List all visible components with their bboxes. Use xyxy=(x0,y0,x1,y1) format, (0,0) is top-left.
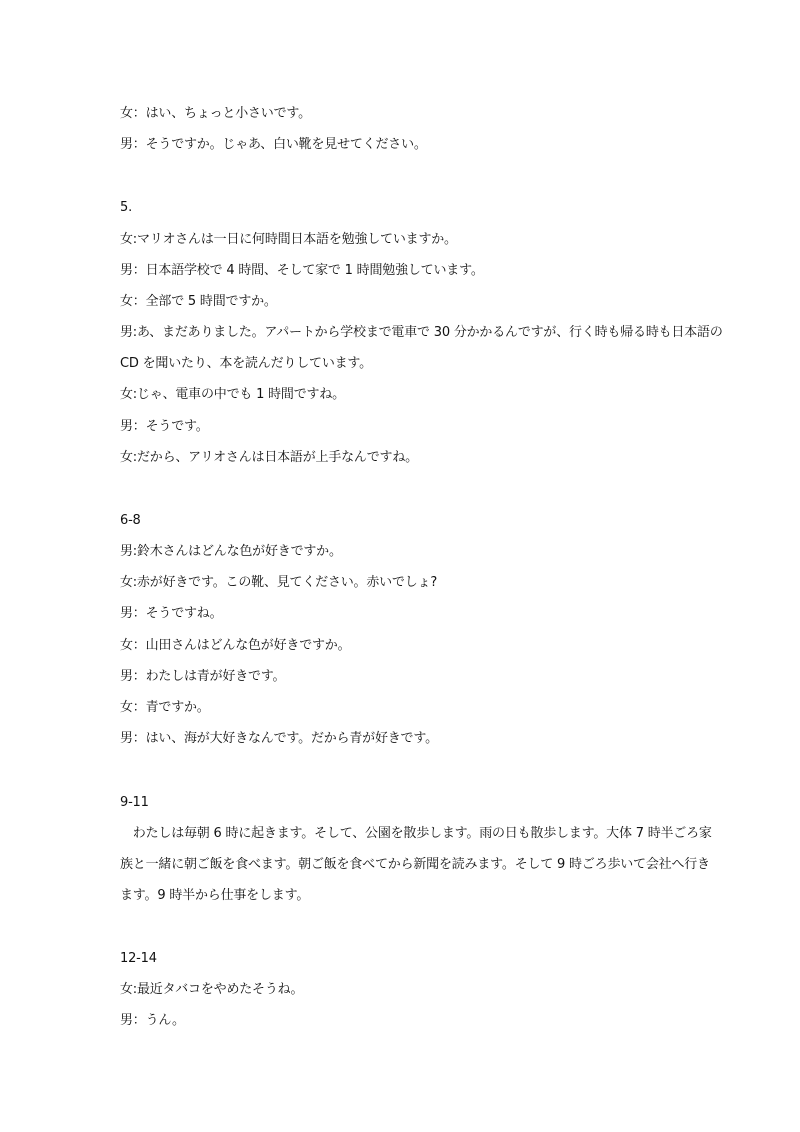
dialogue-line: 女:じゃ、電車の中でも 1 時間ですね。 xyxy=(120,387,345,402)
dialogue-line: 男：そうですね。 xyxy=(120,606,223,621)
dialogue-line: 男：うん。 xyxy=(120,1013,185,1028)
dialogue-line: 女：全部で 5 時間ですか。 xyxy=(120,294,277,309)
dialogue-line: 女:最近タバコをやめたそうね。 xyxy=(120,982,304,997)
paragraph-line: わたしは毎朝 6 時に起きます。そして、公園を散歩します。雨の日も散歩します。大体 7 時半ごろ家 xyxy=(120,826,712,841)
dialogue-line: CD を聞いたり、本を読んだりしています。 xyxy=(120,356,372,371)
paragraph-line: 族と一緒に朝ご飯を食べます。朝ご飯を食べてから新聞を読みます。そして 9 時ごろ歩いて会社へ行き xyxy=(120,857,710,872)
dialogue-line: 女：青ですか。 xyxy=(120,700,210,715)
dialogue-line: 女:赤が好きです。この靴、見てください。赤いでしょ? xyxy=(120,575,438,590)
dialogue-line: 男：そうです。 xyxy=(120,419,209,434)
dialogue-line: 女：山田さんはどんな色が好きですか。 xyxy=(120,638,351,653)
paragraph-line: ます。9 時半から仕事をします。 xyxy=(120,888,310,903)
dialogue-line: 男：日本語学校で 4 時間、そして家で 1 時間勉強しています。 xyxy=(120,263,484,278)
dialogue-line: 男：はい、海が大好きなんです。だから青が好きです。 xyxy=(120,731,438,746)
dialogue-line: 男：わたしは青が好きです。 xyxy=(120,669,286,684)
section-heading: 5. xyxy=(120,200,133,215)
section-heading: 9-11 xyxy=(120,795,149,810)
dialogue-line: 女：はい、ちょっと小さいです。 xyxy=(120,106,311,121)
dialogue-line: 女:だから、アリオさんは日本語が上手なんですね。 xyxy=(120,450,418,465)
dialogue-line: 男：そうですか。じゃあ、白い靴を見せてください。 xyxy=(120,137,427,152)
dialogue-line: 女:マリオさんは一日に何時間日本語を勉強していますか。 xyxy=(120,232,457,247)
dialogue-line: 男:鈴木さんはどんな色が好きですか。 xyxy=(120,544,342,559)
section-heading: 6-8 xyxy=(120,513,141,528)
section-heading: 12-14 xyxy=(120,951,157,966)
dialogue-line: 男:あ、まだありました。アパートから学校まで電車で 30 分かかるんですが、行く時も帰る時も日本語の xyxy=(120,325,723,340)
